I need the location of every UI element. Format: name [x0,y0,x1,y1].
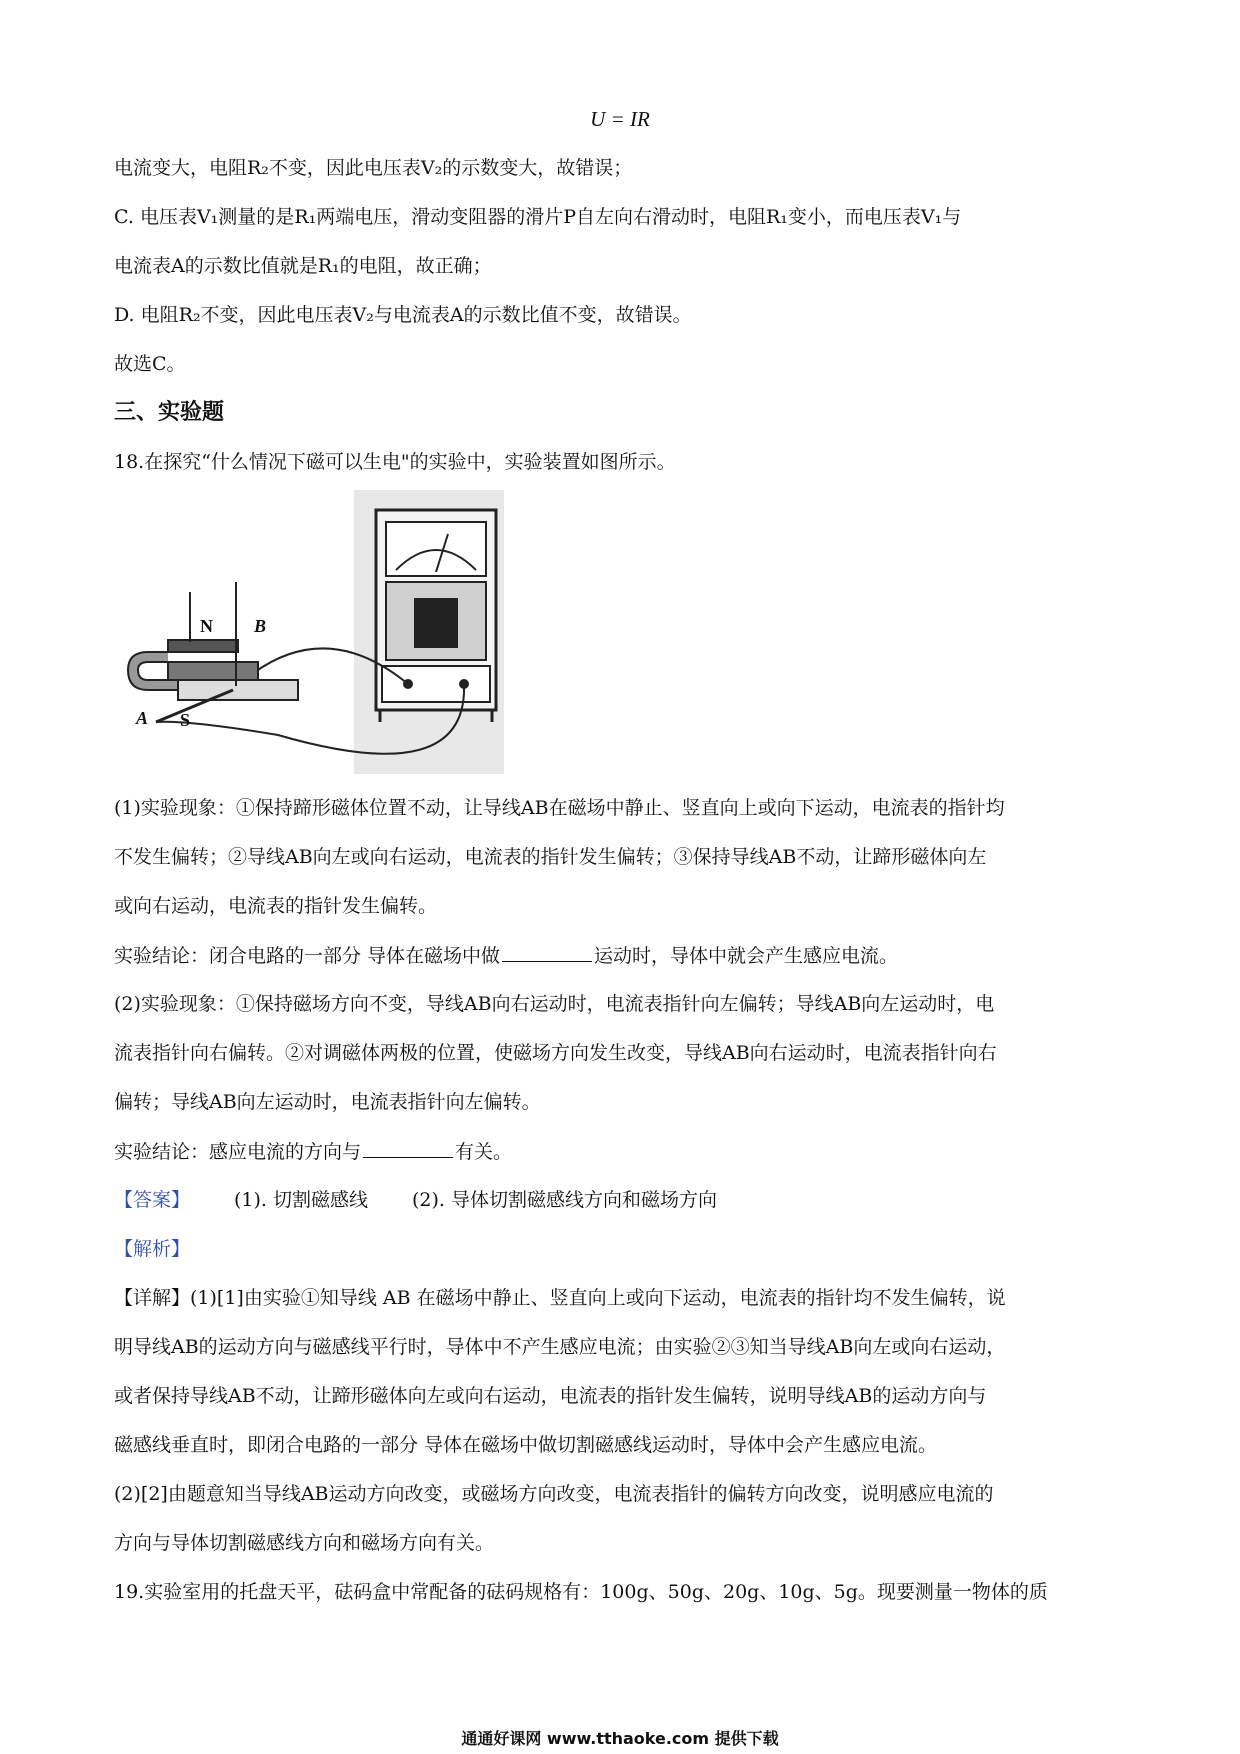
answer-1: (1). 切割磁感线 [234,1189,369,1211]
text-line: 电流表A的示数比值就是R₁的电阻，故正确； [114,255,492,277]
text-line: 流表指针向右偏转。②对调磁体两极的位置，使磁场方向发生改变，导线AB向右运动时，电流表指针向右 [114,1042,997,1064]
question-19-stem: 19.实验室用的托盘天平，砝码盒中常配备的砝码规格有：100g、50g、20g、10g、5g。现要测量一物体的质 [114,1581,1048,1603]
text-line: (1)实验现象：①保持蹄形磁体位置不动，让导线AB在磁场中静止、竖直向上或向下运动，电流表的指针均 [114,797,1005,819]
magnet-s-label: S [180,710,191,730]
text-line: 方向与导体切割磁感线方向和磁场方向有关。 [114,1532,495,1554]
text-line: 偏转；导线AB向左运动时，电流表指针向左偏转。 [114,1091,541,1113]
footer: 通通好课网 www.tthaoke.com 提供下载 [461,1729,779,1748]
text-line: 电流变大，电阻R₂不变，因此电压表V₂的示数变大，故错误； [114,157,633,179]
text-line: (2)[2]由题意知当导线AB运动方向改变，或磁场方向改变，电流表指针的偏转方向改变，说明感应电流的 [114,1483,994,1505]
text-line: 明导线AB的运动方向与磁感线平行时，导体中不产生感应电流；由实验②③知当导线AB向左或向右运动， [114,1336,1006,1358]
text-line: 或者保持导线AB不动，让蹄形磁体向左或向右运动，电流表的指针发生偏转，说明导线AB的运动方向与 [114,1385,987,1407]
experiment-apparatus-figure [118,490,504,774]
section-title: 三、实验题 [114,399,225,425]
conclusion-1-suffix: 运动时，导体中就会产生感应电流。 [594,945,899,967]
text-line: 不发生偏转；②导线AB向左或向右运动，电流表的指针发生偏转；③保持导线AB不动，让蹄形磁体向左 [114,846,987,868]
conclusion-2-suffix: 有关。 [455,1141,513,1163]
text-line: 或向右运动，电流表的指针发生偏转。 [114,895,438,917]
text-line: 磁感线垂直时，即闭合电路的一部分 导体在磁场中做切割磁感线运动时，导体中会产生感应电流。 [114,1434,938,1456]
text-line: 【详解】(1)[1]由实验①知导线 AB 在磁场中静止、竖直向上或向下运动，电流表的指针均不发生偏转，说 [114,1287,1006,1309]
text-line: D. 电阻R₂不变，因此电压表V₂与电流表A的示数比值不变，故错误。 [114,304,692,326]
conductor-b-label: B [254,616,267,636]
answer-tag: 【答案】 [114,1189,191,1211]
conductor-a-label: A [136,708,149,728]
conclusion-2-prefix: 实验结论：感应电流的方向与 [114,1141,362,1163]
answer-blank-1 [502,943,592,962]
answer-line [114,1188,717,1212]
formula: U = IR [590,107,650,131]
magnet-n-label: N [200,616,213,636]
conclusion-1 [114,943,898,968]
text-line: (2)实验现象：①保持磁场方向不变，导线AB向右运动时，电流表指针向左偏转；导线AB向左运动时，电 [114,993,995,1015]
conclusion-2 [114,1139,512,1164]
answer-blank-2 [363,1139,453,1158]
question-18-stem: 18.在探究“什么情况下磁可以生电"的实验中，实验装置如图所示。 [114,451,676,473]
conclusion-1-prefix: 实验结论：闭合电路的一部分 导体在磁场中做 [114,945,501,967]
text-line: C. 电压表V₁测量的是R₁两端电压，滑动变阻器的滑片P自左向右滑动时，电阻R₁变小，而电压表V₁与 [114,206,962,228]
text-line: 故选C。 [114,353,186,375]
answer-2: (2). 导体切割磁感线方向和磁场方向 [412,1189,718,1211]
analysis-tag: 【解析】 [114,1238,191,1260]
